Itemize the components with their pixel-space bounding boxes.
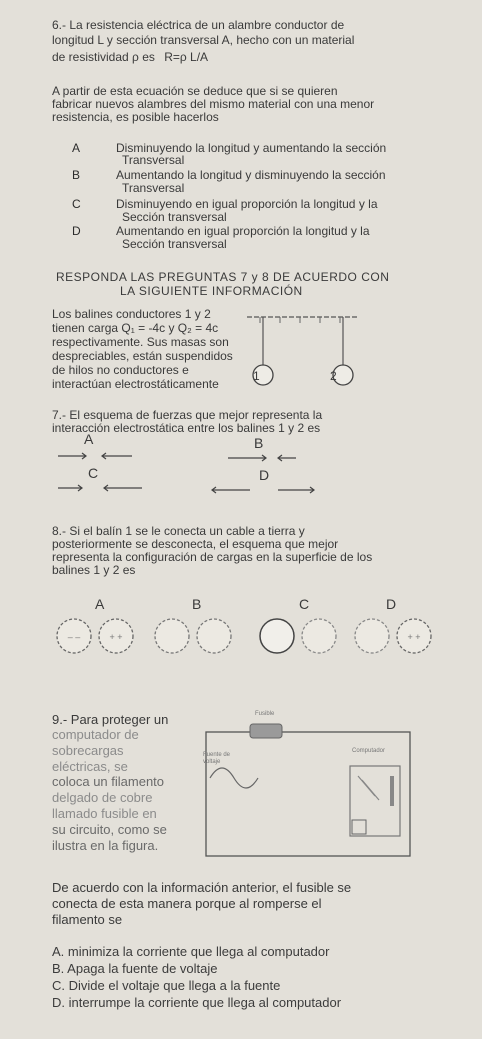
computer-label: Computador [352, 748, 386, 754]
q9-line-2: computador de [52, 727, 139, 742]
q6-option-text-2: Sección transversal [122, 237, 227, 251]
q9-line-7: llamado fusible en [52, 806, 157, 821]
q8-option-c[interactable] [260, 619, 336, 653]
ball-1-label: 1 [253, 369, 260, 383]
fuse-circuit-figure [200, 718, 420, 858]
suspended-balls-diagram [245, 305, 365, 395]
q6-line-1: 6.- La resistencia eléctrica de un alambre conductor de [52, 18, 345, 32]
voltage-source-label: Fuente de voltaje [203, 752, 231, 765]
q9-option-a[interactable]: A. minimiza la corriente que llega al computador [52, 944, 330, 959]
instruction-line-1: RESPONDA LAS PREGUNTAS 7 y 8 DE ACUERDO CON [56, 270, 390, 284]
svg-text:– –: – – [67, 632, 81, 642]
charge-configuration-options [52, 612, 462, 660]
q6-para-1: A partir de esta ecuación se deduce que si se quieren [52, 84, 338, 98]
q7-option-label: B [254, 435, 264, 451]
q6-option-text-2: Sección transversal [122, 210, 227, 224]
q8-label-a: A [95, 596, 105, 612]
arrow-pair-c [56, 482, 146, 494]
q9-line-5: coloca un filamento [52, 774, 165, 789]
q6-para-3: resistencia, es posible hacerlos [52, 110, 219, 124]
q7-option-label: A [84, 431, 94, 447]
q6-option-text-1: Disminuyendo en igual proporción la longitud y la [116, 197, 378, 211]
arrow-pair-a [56, 450, 136, 462]
fuse-icon [250, 724, 282, 738]
q9-line-3: sobrecargas [52, 743, 124, 758]
q8-label-d: D [386, 596, 397, 612]
resistance-formula: R=ρ L/A [164, 50, 209, 64]
q9-para-2: conecta de esta manera porque al romperse el [52, 896, 322, 911]
q8-option-b[interactable] [155, 619, 231, 653]
q8-line-2: posteriormente se desconecta, el esquema que mejor [52, 537, 339, 551]
q6-option-text-1: Aumentando en igual proporción la longitud y la [116, 224, 370, 238]
q8-line-3: representa la configuración de cargas en la superficie de los [52, 550, 373, 564]
q7-option-label: C [88, 465, 99, 481]
ball-2-label: 2 [330, 369, 337, 383]
q9-line-1: 9.- Para proteger un [52, 712, 169, 727]
q6-option-letter: B [72, 168, 81, 182]
q6-option-text-1: Aumentando la longitud y disminuyendo la sección [116, 168, 386, 182]
info-line-1: Los balines conductores 1 y 2 [52, 307, 211, 321]
instruction-line-2: LA SIGUIENTE INFORMACIÓN [120, 284, 303, 298]
arrow-pair-b [226, 452, 306, 464]
svg-text:+ +: + + [109, 632, 123, 642]
info-line-6: interactúan electrostáticamente [52, 377, 219, 391]
q9-para-1: De acuerdo con la información anterior, el fusible se [52, 880, 352, 895]
info-line-4: despreciables, están suspendidos [52, 349, 233, 363]
q8-label-c: C [299, 596, 310, 612]
q6-option-letter: D [72, 224, 81, 238]
q9-option-b[interactable]: B. Apaga la fuente de voltaje [52, 961, 218, 976]
voltage-source-wave-icon [210, 768, 258, 788]
q6-option-text-1: Disminuyendo la longitud y aumentando la sección [116, 141, 387, 155]
info-line-3: respectivamente. Sus masas son [52, 335, 229, 349]
q8-line-4: balines 1 y 2 es [52, 563, 136, 577]
fuse-label: Fusible [255, 711, 275, 717]
q7-option-label: D [259, 467, 270, 483]
q9-para-3: filamento se [52, 912, 123, 927]
q6-option-letter: C [72, 197, 81, 211]
q6-line-3-prefix: de resistividad ρ es [52, 50, 155, 64]
q6-option-text-2: Transversal [122, 153, 185, 167]
info-line-2: tienen carga Q₁ = -4c y Q₂ = 4c [52, 321, 219, 335]
q8-line-1: 8.- Si el balín 1 se le conecta un cable a tierra y [52, 524, 305, 538]
q6-para-2: fabricar nuevos alambres del mismo material con una menor [52, 97, 375, 111]
q9-option-c[interactable]: C. Divide el voltaje que llega a la fuente [52, 978, 281, 993]
q9-line-8: su circuito, como se [52, 822, 167, 837]
q8-option-d[interactable] [355, 619, 431, 653]
svg-text:+ +: + + [407, 632, 421, 642]
q8-label-b: B [192, 596, 202, 612]
q7-line-1: 7.- El esquema de fuerzas que mejor representa la [52, 408, 323, 422]
arrow-pair-d [210, 484, 320, 496]
q8-option-a[interactable] [57, 619, 133, 653]
q9-line-9: ilustra en la figura. [52, 838, 159, 853]
q7-line-2: interacción electrostática entre los balines 1 y 2 es [52, 421, 321, 435]
q6-line-3 [52, 50, 208, 64]
info-line-5: de hilos no conductores e [52, 363, 189, 377]
q9-line-4: eléctricas, se [52, 759, 128, 774]
q9-option-d[interactable]: D. interrumpe la corriente que llega al computador [52, 995, 342, 1010]
q6-option-text-2: Transversal [122, 181, 185, 195]
q9-line-6: delgado de cobre [52, 790, 153, 805]
q6-line-2: longitud L y sección transversal A, hecho con un material [52, 33, 355, 47]
q6-option-letter: A [72, 141, 81, 155]
